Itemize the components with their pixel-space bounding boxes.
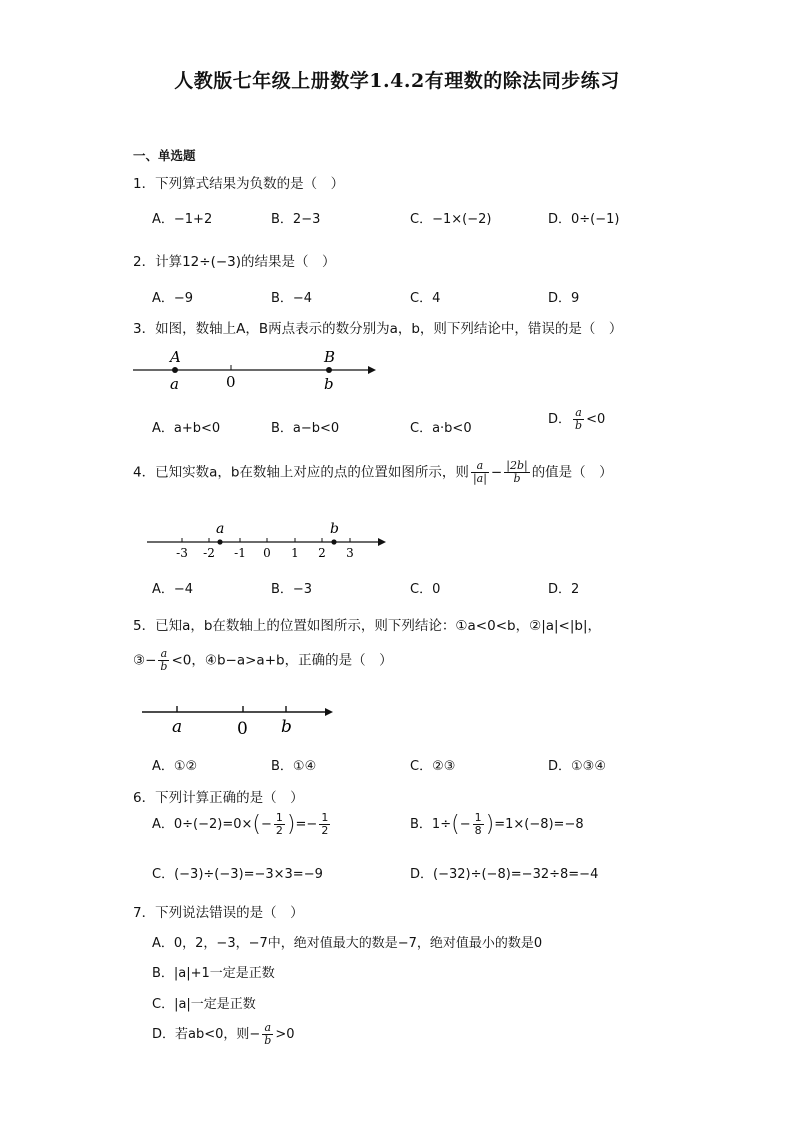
q3-label-B: B (324, 348, 336, 366)
q5-number-line (140, 700, 340, 742)
q4-option-a: A．−4 (152, 582, 194, 597)
question-5-line-2 (133, 648, 393, 673)
q7-option-c: C．|a|一定是正数 (152, 997, 256, 1012)
q7-d-post: >0 (275, 1027, 295, 1042)
q4-tick-m2: -2 (203, 546, 215, 560)
q3-d-den: b (575, 419, 583, 432)
q5-label-b: b (281, 717, 292, 737)
q3-d-suffix: <0 (586, 412, 606, 427)
q5-option-b: B．①④ (271, 759, 317, 774)
q1-option-d: D．0÷(−1) (548, 212, 620, 227)
q6-b-pre: B．1÷ (410, 817, 452, 832)
q5-line2-post: <0，④b−a>a+b，正确的是（ ） (171, 652, 393, 669)
q4-point-b (331, 539, 336, 544)
q4-label-a: a (216, 521, 225, 537)
q1-option-b: B．2−3 (271, 212, 321, 227)
q7-d-num: a (262, 1022, 273, 1035)
q6-a-fraction-2 (319, 812, 330, 837)
q6-b-den: 8 (474, 824, 482, 837)
question-2-stem: 2．计算12÷(−3)的结果是（ ） (133, 254, 336, 270)
q6-option-b: B．1÷(− $\frac{1}{8}$ )=1×(−8)=−8 (410, 811, 584, 837)
q7-d-fraction (262, 1022, 273, 1047)
q6-b-fraction (473, 812, 484, 837)
question-4-stem (133, 460, 613, 485)
q3-option-b: B．a−b<0 (271, 421, 340, 436)
q2-option-b: B．−4 (271, 291, 313, 306)
question-7-stem: 7．下列说法错误的是（ ） (133, 905, 304, 921)
q5-label-zero: 0 (237, 719, 248, 739)
q4-fraction-2 (504, 460, 529, 485)
question-6-stem: 6．下列计算正确的是（ ） (133, 790, 304, 806)
section-heading: 一、单选题 (133, 148, 196, 163)
q3-label-zero: 0 (226, 373, 236, 391)
q6-a-den2: 2 (321, 824, 329, 837)
q4-option-d: D．2 (548, 582, 580, 597)
q2-option-c: C．4 (410, 291, 441, 306)
q5-option-d: D．①③④ (548, 759, 606, 774)
q4-tick-0: 0 (263, 546, 271, 560)
q3-number-line (130, 345, 380, 395)
q6-a-den: 2 (275, 824, 283, 837)
q4-option-c: C．0 (410, 582, 441, 597)
q5-option-c: C．②③ (410, 759, 456, 774)
q7-d-pre: D．若ab<0，则− (152, 1027, 261, 1042)
q6-a-fraction (274, 812, 285, 837)
q4-tick-m3: -3 (176, 546, 188, 560)
q6-option-d: D．(−32)÷(−8)=−32÷8=−4 (410, 867, 599, 882)
q7-option-a: A．0，2，−3，−7中，绝对值最大的数是−7，绝对值最小的数是0 (152, 936, 543, 951)
q5-label-a: a (172, 717, 183, 737)
page-title: 人教版七年级上册数学1.4.2有理数的除法同步练习 (174, 70, 620, 92)
q4-tick-1: 1 (291, 546, 299, 560)
q5-option-a: A．①② (152, 759, 198, 774)
q4-frac1-num: a (471, 460, 489, 473)
q6-option-a: A．0÷(−2)=0×(− $\frac{1}{2}$ )=− $\frac{1}{2}$ (152, 811, 329, 837)
q3-option-d (548, 407, 605, 432)
q4-tick-m1: -1 (234, 546, 246, 560)
q2-option-d: D．9 (548, 291, 580, 306)
q4-stem-post: 的值是（ ） (531, 464, 613, 481)
q7-option-b: B．|a|+1一定是正数 (152, 966, 275, 981)
q4-stem-pre: 4．已知实数a，b在数轴上对应的点的位置如图所示，则 (133, 464, 469, 481)
q3-d-fraction (573, 407, 584, 432)
q4-tick-2: 2 (318, 546, 326, 560)
q4-fraction-1 (471, 460, 489, 485)
q5-frac-num: a (158, 648, 169, 661)
q4-frac2-num: |2b| (506, 459, 528, 472)
q6-a-pre: A．0÷(−2)=0× (152, 817, 253, 832)
q3-point-a (172, 367, 178, 373)
q3-label-A: A (170, 348, 181, 366)
q6-option-c: C．(−3)÷(−3)=−3×3=−9 (152, 867, 323, 882)
q4-frac2-den: b (513, 472, 521, 485)
q6-a-post: =− (295, 817, 318, 832)
q3-option-a: A．a+b<0 (152, 421, 221, 436)
q3-label-a: a (170, 375, 179, 393)
q5-fraction (158, 648, 169, 673)
question-5-line-1: 5．已知a，b在数轴上的位置如图所示，则下列结论：①a<0<b，②|a|<|b|， (133, 618, 602, 634)
question-1-stem: 1．下列算式结果为负数的是（ ） (133, 176, 345, 192)
question-3-stem: 3．如图，数轴上A，B两点表示的数分别为a，b，则下列结论中，错误的是（ ） (133, 321, 623, 337)
q6-b-num: 1 (474, 811, 482, 824)
q4-number-line (145, 518, 395, 563)
q3-d-prefix: D． (548, 412, 572, 427)
q1-option-a: A．−1+2 (152, 212, 213, 227)
q4-option-b: B．−3 (271, 582, 313, 597)
q7-option-d (152, 1022, 295, 1047)
q7-d-den: b (264, 1034, 272, 1047)
q2-option-a: A．−9 (152, 291, 194, 306)
q4-minus: − (490, 464, 503, 481)
q1-option-c: C．−1×(−2) (410, 212, 492, 227)
q4-point-a (217, 539, 222, 544)
q6-b-post: =1×(−8)=−8 (494, 817, 584, 832)
q4-label-b: b (330, 521, 339, 537)
q3-d-num: a (573, 407, 584, 420)
q6-a-num: 1 (275, 811, 283, 824)
q6-a-num2: 1 (321, 811, 329, 824)
q5-frac-den: b (160, 660, 168, 673)
q5-line2-pre: ③− (133, 652, 157, 669)
q4-tick-3: 3 (346, 546, 354, 560)
q4-frac1-den: |a| (472, 472, 487, 485)
q3-label-b: b (324, 375, 334, 393)
q3-option-c: C．a·b<0 (410, 421, 472, 436)
q3-point-b (326, 367, 332, 373)
